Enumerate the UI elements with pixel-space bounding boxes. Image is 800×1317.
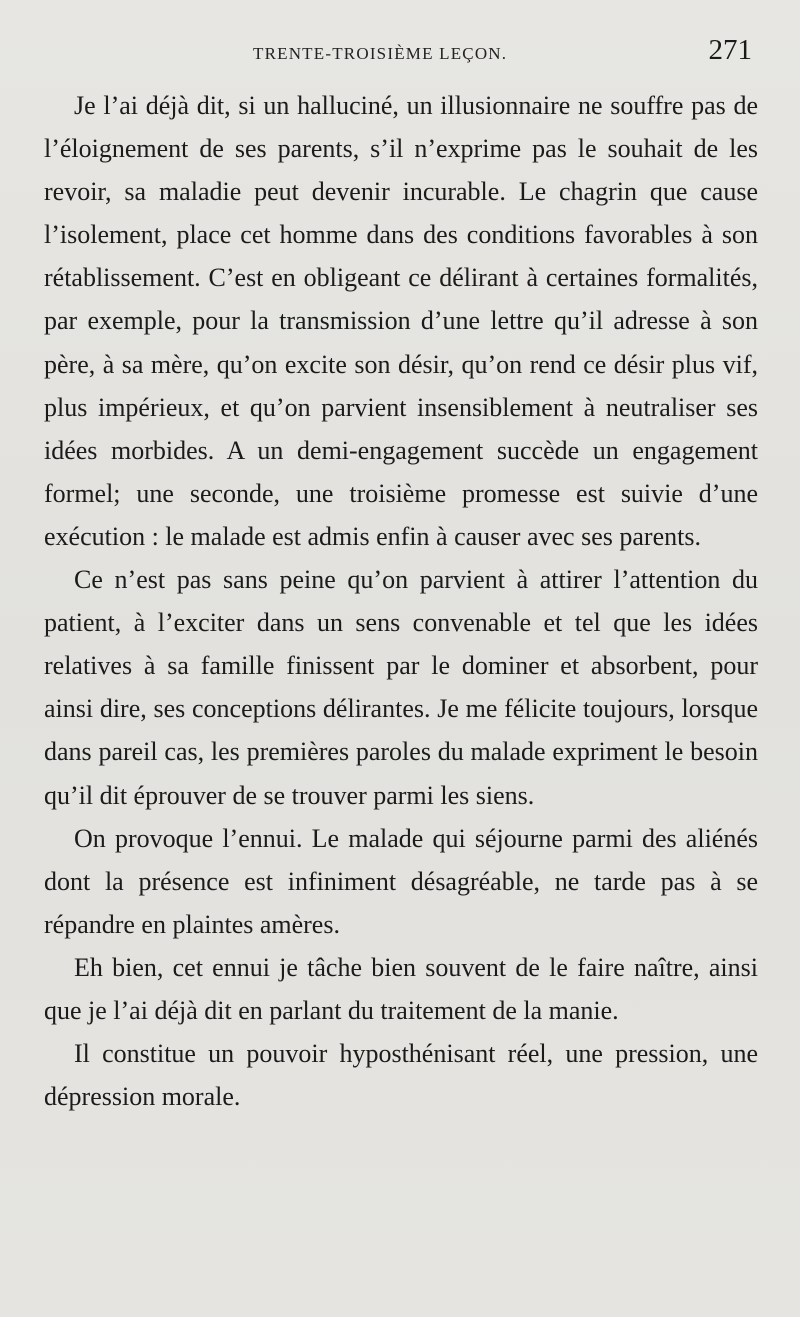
paragraph: Ce n’est pas sans peine qu’on parvient à attirer l’attention du patient, à l’exciter dans un sens convenable et tel que les idées relatives à sa famille finissent par le dominer et absorbent, pour ainsi dire, ses conceptions délirantes. Je me félicite toujours, lorsque dans pareil cas, les premières paroles du malade expriment le besoin qu’il dit éprouver de se trouver parmi les siens.: [44, 565, 758, 810]
running-title: TRENTE-TROISIÈME LEÇON.: [253, 44, 508, 63]
body-text: [44, 84, 758, 1118]
paragraph: Eh bien, cet ennui je tâche bien souvent de le faire naître, ainsi que je l’ai déjà dit en parlant du traitement de la manie.: [44, 952, 758, 1025]
page-number: 271: [708, 34, 752, 66]
running-head: [0, 30, 800, 74]
paragraph: Il constitue un pouvoir hyposthénisant réel, une pression, une dépression morale.: [44, 1039, 758, 1112]
paragraph: Je l’ai déjà dit, si un halluciné, un illusionnaire ne souffre pas de l’éloignement de ses parents, s’il n’exprime pas le souhait de les revoir, sa maladie peut devenir incurable. Le chagrin que cause l’isolement, place cet homme dans des conditions favorables à son rétablissement. C’est en obligeant ce délirant à certaines formalités, par exemple, pour la transmission d’une lettre qu’il adresse à son père, à sa mère, qu’on excite son désir, qu’on rend ce désir plus vif, plus impérieux, et qu’on parvient insensiblement à neutraliser ses idées morbides. A un demi-engagement succède un engagement formel; une seconde, une troisième promesse est suivie d’une exécution : le malade est admis enfin à causer avec ses parents.: [44, 91, 758, 551]
paragraph: On provoque l’ennui. Le malade qui séjourne parmi des aliénés dont la présence est infiniment désagréable, ne tarde pas à se répandre en plaintes amères.: [44, 823, 758, 939]
